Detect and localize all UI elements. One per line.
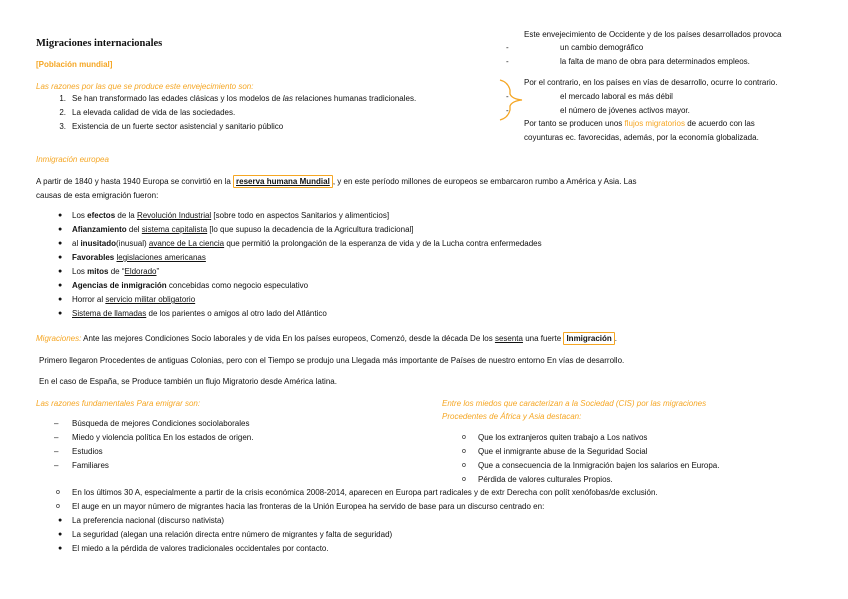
fears-list <box>462 432 720 485</box>
immigration-paragraph-2: causas de esta emigración fueron: <box>36 191 159 200</box>
note-line: Por tanto se producen unos flujos migratorios de acuerdo con las <box>524 119 755 128</box>
list-item: o Que a consecuencia de la Inmigración bajen los salarios en Europa. <box>462 461 720 470</box>
list-item: ● Horror al servicio militar obligatorio <box>58 295 196 304</box>
list-item: ● al inusitado(inusual) avance de La ciencia que permitió la prolongación de la esperanza de vida y de la Lucha contra enfermedades <box>58 239 542 248</box>
list-item: ● Agencias de inmigración concebidas como negocio especulativo <box>58 281 309 290</box>
reasons-list <box>59 93 417 132</box>
list-item: ● Sistema de llamadas de los parientes o amigos al otro lado del Atlántico <box>58 309 327 318</box>
list-item: 2. La elevada calidad de vida de las sociedades. <box>59 108 236 117</box>
fears-heading-2: Procedentes de África y Asia destacan: <box>442 412 582 421</box>
migraciones-paragraph: Migraciones: Ante las mejores Condiciones Socio laborales y de vida En los países europeos, Comenzó, desde la década De los sesenta una fuerte Inmigración . <box>36 334 618 343</box>
highlight-box: Inmigración <box>563 332 614 345</box>
list-item: o Pérdida de valores culturales Propios. <box>462 475 613 484</box>
list-item: 3. Existencia de un fuerte sector asistencial y sanitario público <box>59 122 284 131</box>
highlight-box: reserva humana Mundial <box>233 175 333 188</box>
highlight-text: flujos migratorios <box>624 119 685 128</box>
page-title: Migraciones internacionales <box>36 38 163 49</box>
closing-list <box>56 487 658 554</box>
note-line: Este envejecimiento de Occidente y de los países desarrollados provoca <box>524 30 782 39</box>
immigration-heading: Inmigración europea <box>36 155 109 164</box>
list-item: o Que los extranjeros quiten trabajo a Los nativos <box>462 433 648 442</box>
section-subtitle: [Población mundial] <box>36 60 113 69</box>
migraciones-paragraph-3: En el caso de España, se Produce también un flujo Migratorio desde América latina. <box>39 377 337 386</box>
list-item: ● La seguridad (alegan una relación directa entre número de migrantes y falta de seguridad) <box>58 530 393 539</box>
list-item: o El auge en un mayor número de migrantes hacia las fronteras de la Unión Europea ha servido de base para un discurso centrado en: <box>56 502 545 511</box>
fundamental-heading: Las razones fundamentales Para emigrar son: <box>36 399 201 408</box>
list-item: ● Afianzamiento del sistema capitalista [lo que supuso la decadencia de la Agricultura tradicional] <box>58 225 414 234</box>
list-item: ● El miedo a la pérdida de valores tradicionales occidentales por contacto. <box>58 544 329 553</box>
migraciones-paragraph-2: Primero llegaron Procedentes de antiguas Colonias, pero con el Tiempo se produjo una Llegada más importante de Países de nuestro entorno En vías de desarrollo. <box>39 356 625 365</box>
fears-heading: Entre los miedos que caracterizan a la Sociedad (CIS) por las migraciones <box>442 399 707 408</box>
list-item: o En los últimos 30 A, especialmente a partir de la crisis económica 2008-2014, aparecen en Europa part radicales y de extr Derecha con polít xenófobas/de exclusión. <box>56 488 658 497</box>
list-item: - un cambio demográfico <box>506 43 644 52</box>
list-item: – Búsqueda de mejores Condiciones sociolaborales <box>54 419 250 428</box>
note-line: Por el contrario, en los países en vías de desarrollo, ocurre lo contrario. <box>524 78 778 87</box>
list-item: - el mercado laboral es más débil <box>506 92 673 101</box>
right-note <box>506 29 782 143</box>
note-line: coyunturas ec. favorecidas, además, por la economía globalizada. <box>524 133 759 142</box>
list-item: ● Los mitos de “Eldorado” <box>58 267 160 276</box>
immigration-paragraph: A partir de 1840 y hasta 1940 Europa se convirtió en la reserva humana Mundial , y en este período millones de europeos se embarcaron rumbo a América y Asia. Las <box>36 177 637 186</box>
list-item: ● La preferencia nacional (discurso nativista) <box>58 516 225 525</box>
list-item: ● Favorables legislaciones americanas <box>58 253 206 262</box>
fundamental-list <box>54 418 254 471</box>
list-item: ● Los efectos de la Revolución Industrial [sobre todo en aspectos Sanitarios y alimenticios] <box>58 211 390 220</box>
list-item: – Estudios <box>54 447 103 456</box>
list-item: – Miedo y violencia política En los estados de origen. <box>54 433 254 442</box>
list-item: - la falta de mano de obra para determinados empleos. <box>506 57 750 66</box>
causes-list <box>58 210 542 319</box>
list-item: 1. Se han transformado las edades clásicas y los modelos de las relaciones humanas tradicionales. <box>59 94 417 103</box>
list-item: o Que el inmigrante abuse de la Seguridad Social <box>462 447 648 456</box>
reasons-heading: Las razones por las que se produce este envejecimiento son: <box>36 82 254 91</box>
list-item: - el número de jóvenes activos mayor. <box>506 106 690 115</box>
list-item: – Familiares <box>54 461 109 470</box>
